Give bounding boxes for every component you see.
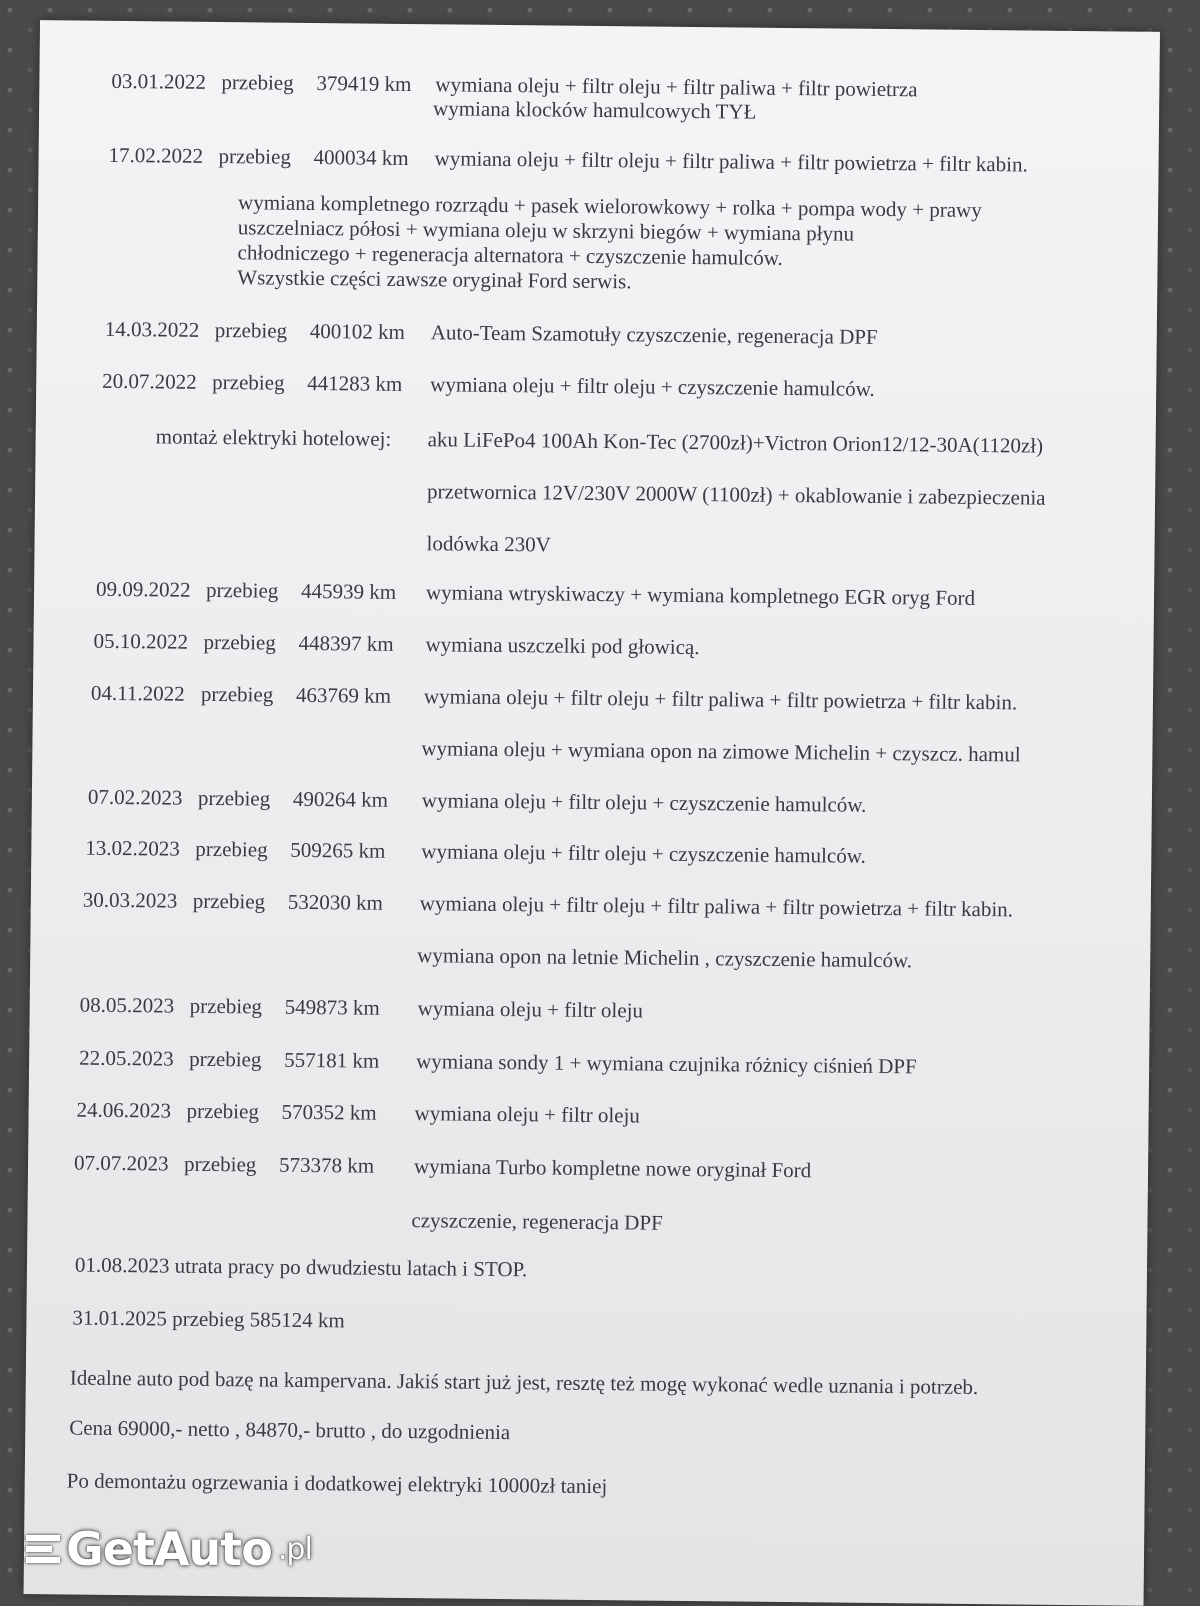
entry-mileage: 445939 km (300, 578, 397, 604)
entry-label: przebieg (183, 1151, 257, 1177)
entry-mileage: 463769 km (295, 682, 392, 708)
entry-date: 07.07.2023 (73, 1150, 169, 1176)
entry-mileage: 532030 km (287, 889, 384, 915)
entry-header (79, 1046, 379, 1074)
entry-header (111, 69, 411, 97)
entry-date: 14.03.2022 (104, 316, 200, 342)
entry-mileage: 400102 km (309, 318, 406, 344)
getauto-watermark (26, 1522, 312, 1576)
timing-belt-note (237, 190, 1058, 299)
entry-date: 17.02.2022 (108, 142, 204, 168)
entry-description: wymiana oleju + filtr oleju (417, 996, 644, 1023)
document-paper (24, 20, 1160, 1606)
entry-date: 20.07.2022 (102, 368, 197, 394)
note-line: Wszystkie części zawsze oryginał Ford serwis. (237, 265, 632, 294)
entry-label: przebieg (214, 317, 288, 343)
entry-header (80, 993, 380, 1021)
entry-date: 08.05.2023 (79, 992, 175, 1018)
entry-header (108, 143, 408, 171)
entry-description: wymiana oleju + wymiana opon na zimowe Michelin + czyszcz. hamul (421, 736, 1021, 767)
montaz-line: przetwornica 12V/230V 2000W (1100zł) + okablowanie i zabezpieczenia (426, 479, 1046, 510)
entry-mileage: 557181 km (284, 1047, 380, 1073)
entry-description: wymiana opon na letnie Michelin , czyszczenie hamulców. (417, 943, 913, 973)
entry-date: 09.09.2022 (95, 576, 191, 602)
entry-date: 30.03.2023 (82, 887, 178, 913)
entry-description: wymiana klocków hamulcowych TYŁ (433, 96, 757, 124)
entry-description: wymiana oleju + filtr oleju + filtr paliwa + filtr powietrza + filtr kabin. (423, 684, 1018, 715)
montaz-line: aku LiFePo4 100Ah Kon-Tec (2700zł)+Victron Orion12/12-30A(1120zł) (427, 427, 1044, 458)
entry-label: przebieg (203, 629, 276, 655)
entry-header (88, 785, 388, 813)
ideal-text: Idealne auto pod bazę na kampervana. Jakiś start już jest, resztę też mogę wykonać wedle uznania i potrzeb. (69, 1365, 979, 1400)
entry-label: przebieg (192, 888, 266, 914)
entry-label: przebieg (189, 993, 263, 1019)
entry-label: przebieg (195, 836, 268, 862)
entry-description: wymiana Turbo kompletne nowe oryginał Ford (413, 1154, 812, 1183)
entry-date: 22.05.2023 (79, 1045, 174, 1071)
entry-mileage: 573378 km (278, 1152, 375, 1178)
entry-label: przebieg (221, 70, 294, 95)
watermark-brand: GetAuto (66, 1522, 272, 1576)
note-line: chłodniczego + regeneracja alternatora + czyszczenie hamulców. (237, 240, 783, 270)
entry-mileage: 509265 km (290, 837, 386, 863)
montaz-label: montaż elektryki hotelowej: (155, 424, 392, 451)
stop-line: 01.08.2023 utrata pracy po dwudziestu latach i STOP. (74, 1252, 528, 1282)
entry-description: wymiana oleju + filtr oleju + filtr paliwa + filtr powietrza + filtr kabin. (419, 891, 1014, 922)
entry-header (83, 888, 383, 916)
entry-mileage: 379419 km (316, 71, 412, 97)
entry-header (91, 681, 391, 709)
entry-mileage: 490264 km (292, 786, 389, 812)
discount-text: Po demontażu ogrzewania i dodatkowej elektryki 10000zł taniej (66, 1468, 608, 1499)
entry-label: przebieg (197, 785, 271, 811)
entry-date: 04.11.2022 (90, 680, 185, 706)
entry-header (105, 317, 405, 345)
getauto-logo-icon (26, 1535, 60, 1563)
entry-label: przebieg (189, 1046, 262, 1072)
entry-date: 05.10.2022 (93, 628, 189, 654)
entry-header (96, 577, 396, 605)
watermark-tld: .pl (277, 1531, 312, 1567)
entry-label: przebieg (205, 577, 279, 603)
entry-header (85, 836, 385, 864)
entry-mileage: 570352 km (281, 1099, 377, 1125)
entry-label: przebieg (186, 1098, 260, 1124)
entry-label: przebieg (212, 369, 285, 395)
entry-description: wymiana oleju + filtr oleju (414, 1101, 641, 1128)
entry-date: 24.06.2023 (76, 1097, 172, 1123)
entry-mileage: 549873 km (284, 994, 380, 1020)
entry-description: Auto-Team Szamotuły czyszczenie, regeneracja DPF (430, 320, 878, 349)
entry-date: 03.01.2022 (111, 68, 207, 94)
entry-description: wymiana sondy 1 + wymiana czujnika różnicy ciśnień DPF (416, 1049, 917, 1079)
montaz-line: lodówka 230V (426, 531, 551, 557)
final-mileage-line: 31.01.2025 przebieg 585124 km (72, 1305, 345, 1333)
entry-description: wymiana oleju + filtr oleju + czyszczenie hamulców. (430, 372, 875, 401)
entry-description: wymiana oleju + filtr oleju + filtr paliwa + filtr powietrza + filtr kabin. (434, 146, 1028, 177)
price-text: Cena 69000,- netto , 84870,- brutto , do uzgodnienia (69, 1415, 511, 1445)
entry-description: wymiana uszczelki pod głowicą. (425, 632, 700, 660)
entry-header (76, 1098, 376, 1126)
entry-description: wymiana oleju + filtr oleju + filtr paliwa + filtr powietrza (435, 72, 918, 102)
entry-mileage: 400034 km (313, 145, 409, 171)
entry-description: wymiana wtryskiwaczy + wymiana kompletnego EGR oryg Ford (425, 580, 976, 610)
entry-header (93, 629, 393, 657)
entry-description: czyszczenie, regeneracja DPF (411, 1208, 663, 1235)
entry-date: 13.02.2023 (85, 835, 180, 861)
note-line: wymiana kompletnego rozrządu + pasek wielorowkowy + rolka + pompa wody + prawy (238, 190, 982, 223)
entry-header (102, 369, 402, 397)
entry-mileage: 441283 km (307, 370, 403, 396)
entry-label: przebieg (218, 144, 292, 169)
entry-description: wymiana oleju + filtr oleju + czyszczenie hamulców. (421, 788, 867, 817)
entry-date: 07.02.2023 (87, 784, 183, 810)
entry-description: wymiana oleju + filtr oleju + czyszczenie hamulców. (421, 839, 866, 868)
entry-mileage: 448397 km (298, 630, 394, 656)
entry-header (74, 1151, 374, 1179)
entry-label: przebieg (200, 681, 274, 707)
note-line: uszczelniacz półosi + wymiana oleju w skrzyni biegów + wymiana płynu (237, 215, 855, 246)
